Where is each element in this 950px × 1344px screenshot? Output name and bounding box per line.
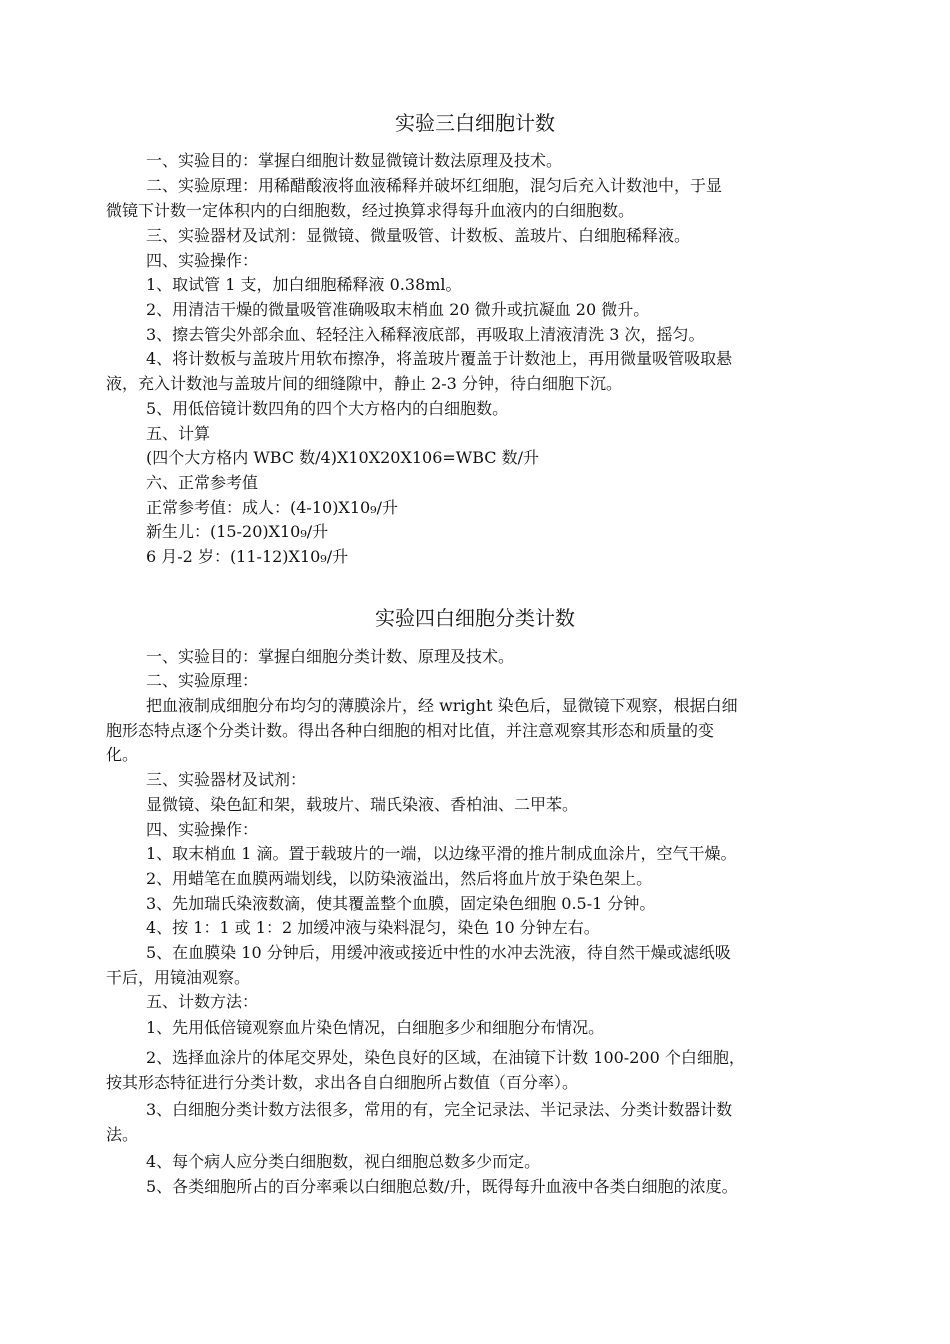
paragraph-line: 2、用清洁干燥的微量吸管准确吸取末梢血 20 微升或抗凝血 20 微升。 [146,300,650,319]
paragraph-line: 五、计数方法： [146,992,259,1011]
paragraph-line: 三、实验器材及试剂： [146,770,307,789]
paragraph-line: 1、先用低倍镜观察血片染色情况，白细胞多少和细胞分布情况。 [146,1018,605,1037]
paragraph-line: 4、按 1：1 或 1：2 加缓冲液与染料混匀，染色 10 分钟左右。 [146,918,600,937]
paragraph-line: 一、实验目的：掌握白细胞分类计数、原理及技术。 [146,647,515,666]
paragraph-line: 二、实验原理：用稀醋酸液将血液稀释并破坏红细胞，混匀后充入计数池中，于显 [146,176,723,195]
paragraph-line: 微镜下计数一定体积内的白细胞数，经过换算求得每升血液内的白细胞数。 [106,201,635,220]
paragraph-line: 化。 [106,745,139,764]
paragraph-line: (四个大方格内 WBC 数/4)X10X20X106=WBC 数/升 [146,448,540,467]
paragraph-line: 5、在血膜染 10 分钟后，用缓冲液或接近中性的水冲去洗液，待自然干燥或滤纸吸 [146,943,731,962]
paragraph-line: 5、用低倍镜计数四角的四个大方格内的白细胞数。 [146,399,509,418]
paragraph-line: 胞形态特点逐个分类计数。得出各种白细胞的相对比值，并注意观察其形态和质量的变 [106,721,715,740]
paragraph-line: 显微镜、染色缸和架，载玻片、瑞氏染液、香柏油、二甲苯。 [146,795,579,814]
paragraph-line: 3、白细胞分类计数方法很多，常用的有，完全记录法、半记录法、分类计数器计数 [146,1100,733,1119]
paragraph-line: 2、用蜡笔在血膜两端划线，以防染液溢出，然后将血片放于染色架上。 [146,869,653,888]
section-title-wbc-differential: 实验四白细胞分类计数 [375,606,575,630]
paragraph-line: 液，充入计数池与盖玻片间的细缝隙中，静止 2-3 分钟，待白细胞下沉。 [106,374,622,393]
paragraph-line: 1、取试管 1 支，加白细胞稀释液 0.38ml。 [146,275,462,294]
paragraph-line: 按其形态特征进行分类计数，求出各自白细胞所占数值（百分率）。 [106,1073,579,1092]
paragraph-line: 四、实验操作： [146,251,259,270]
paragraph-line: 二、实验原理： [146,671,259,690]
paragraph-line: 1、取末梢血 1 滴。置于载玻片的一端，以边缘平滑的推片制成血涂片，空气干燥。 [146,844,737,863]
paragraph-line: 新生儿：(15-20)X10₉/升 [146,522,329,541]
paragraph-line: 5、各类细胞所占的百分率乘以白细胞总数/升，既得每升血液中各类白细胞的浓度。 [146,1177,738,1196]
section-title-wbc-count: 实验三白细胞计数 [395,111,555,135]
paragraph-line: 一、实验目的：掌握白细胞计数显微镜计数法原理及技术。 [146,151,563,170]
paragraph-line: 2、选择血涂片的体尾交界处，染色良好的区域，在油镜下计数 100-200 个白细胞， [146,1048,745,1067]
paragraph-line: 五、计算 [146,424,211,443]
paragraph-line: 3、擦去管尖外部余血、轻轻注入稀释液底部，再吸取上清液清洗 3 次，摇匀。 [146,325,705,344]
paragraph-line: 四、实验操作： [146,820,259,839]
paragraph-line: 六、正常参考值 [146,473,259,492]
paragraph-line: 4、将计数板与盖玻片用软布擦净，将盖玻片覆盖于计数池上，再用微量吸管吸取悬 [146,349,733,368]
paragraph-line: 正常参考值：成人：(4-10)X10₉/升 [146,498,398,517]
paragraph-line: 干后，用镜油观察。 [106,968,251,987]
paragraph-line: 法。 [106,1125,139,1144]
paragraph-line: 把血液制成细胞分布均匀的薄膜涂片，经 wright 染色后，显微镜下观察，根据白细 [146,696,738,715]
paragraph-line: 4、每个病人应分类白细胞数，视白细胞总数多少而定。 [146,1152,541,1171]
paragraph-line: 6 月-2 岁：(11-12)X10₉/升 [146,547,349,566]
paragraph-line: 3、先加瑞氏染液数滴，使其覆盖整个血膜，固定染色细胞 0.5-1 分钟。 [146,894,656,913]
paragraph-line: 三、实验器材及试剂：显微镜、微量吸管、计数板、盖玻片、白细胞稀释液。 [146,226,691,245]
